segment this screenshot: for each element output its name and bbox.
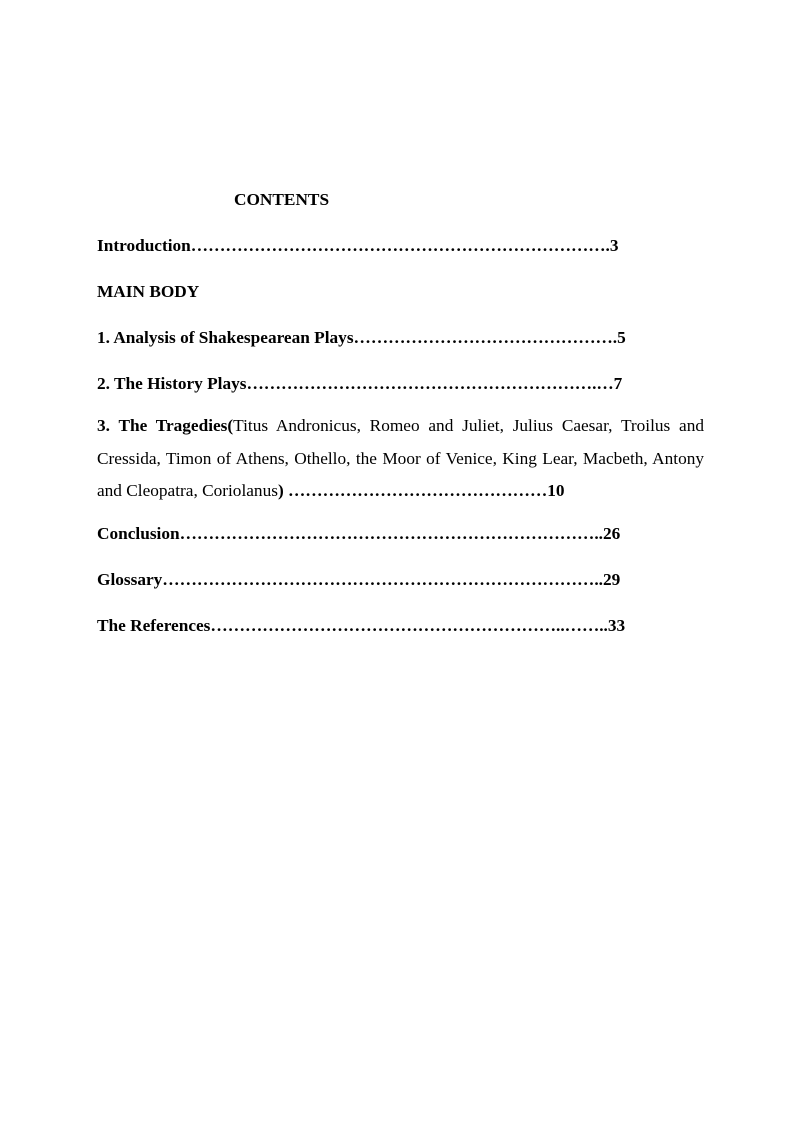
toc-entry-history-plays: 2. The History Plays…………………………………………………….…7 (97, 374, 623, 393)
toc-entry-analysis: 1. Analysis of Shakespearean Plays……………………………………….5 (97, 328, 626, 347)
toc-entry-conclusion: Conclusion………………………………………………………………..26 (97, 523, 621, 543)
toc-entry-references: The References……………………………………………………..……..33 (97, 615, 626, 635)
contents-title: CONTENTS (234, 190, 330, 209)
toc-entry-introduction: Introduction……………………………………………………………….3 (97, 236, 619, 255)
toc-entry-glossary: Glossary…………………………………………………………………..29 (97, 569, 621, 589)
toc-entry-tragedies-plays: Titus Andronicus, Romeo and Juliet, Julius Caesar, Troilus and Cressida, Timon of Athens, Othello, the Moor of Venice, King Lear, Macbeth, Antony and Cleopatra, Coriolanus (97, 416, 705, 500)
table-of-contents (97, 187, 704, 639)
toc-entry-tragedies (97, 410, 704, 508)
section-heading-main-body: MAIN BODY (97, 282, 200, 301)
toc-entry-tragedies-suffix: ) ………………………………………10 (277, 481, 565, 500)
toc-entry-tragedies-label: 3. The Tragedies( (97, 416, 234, 435)
